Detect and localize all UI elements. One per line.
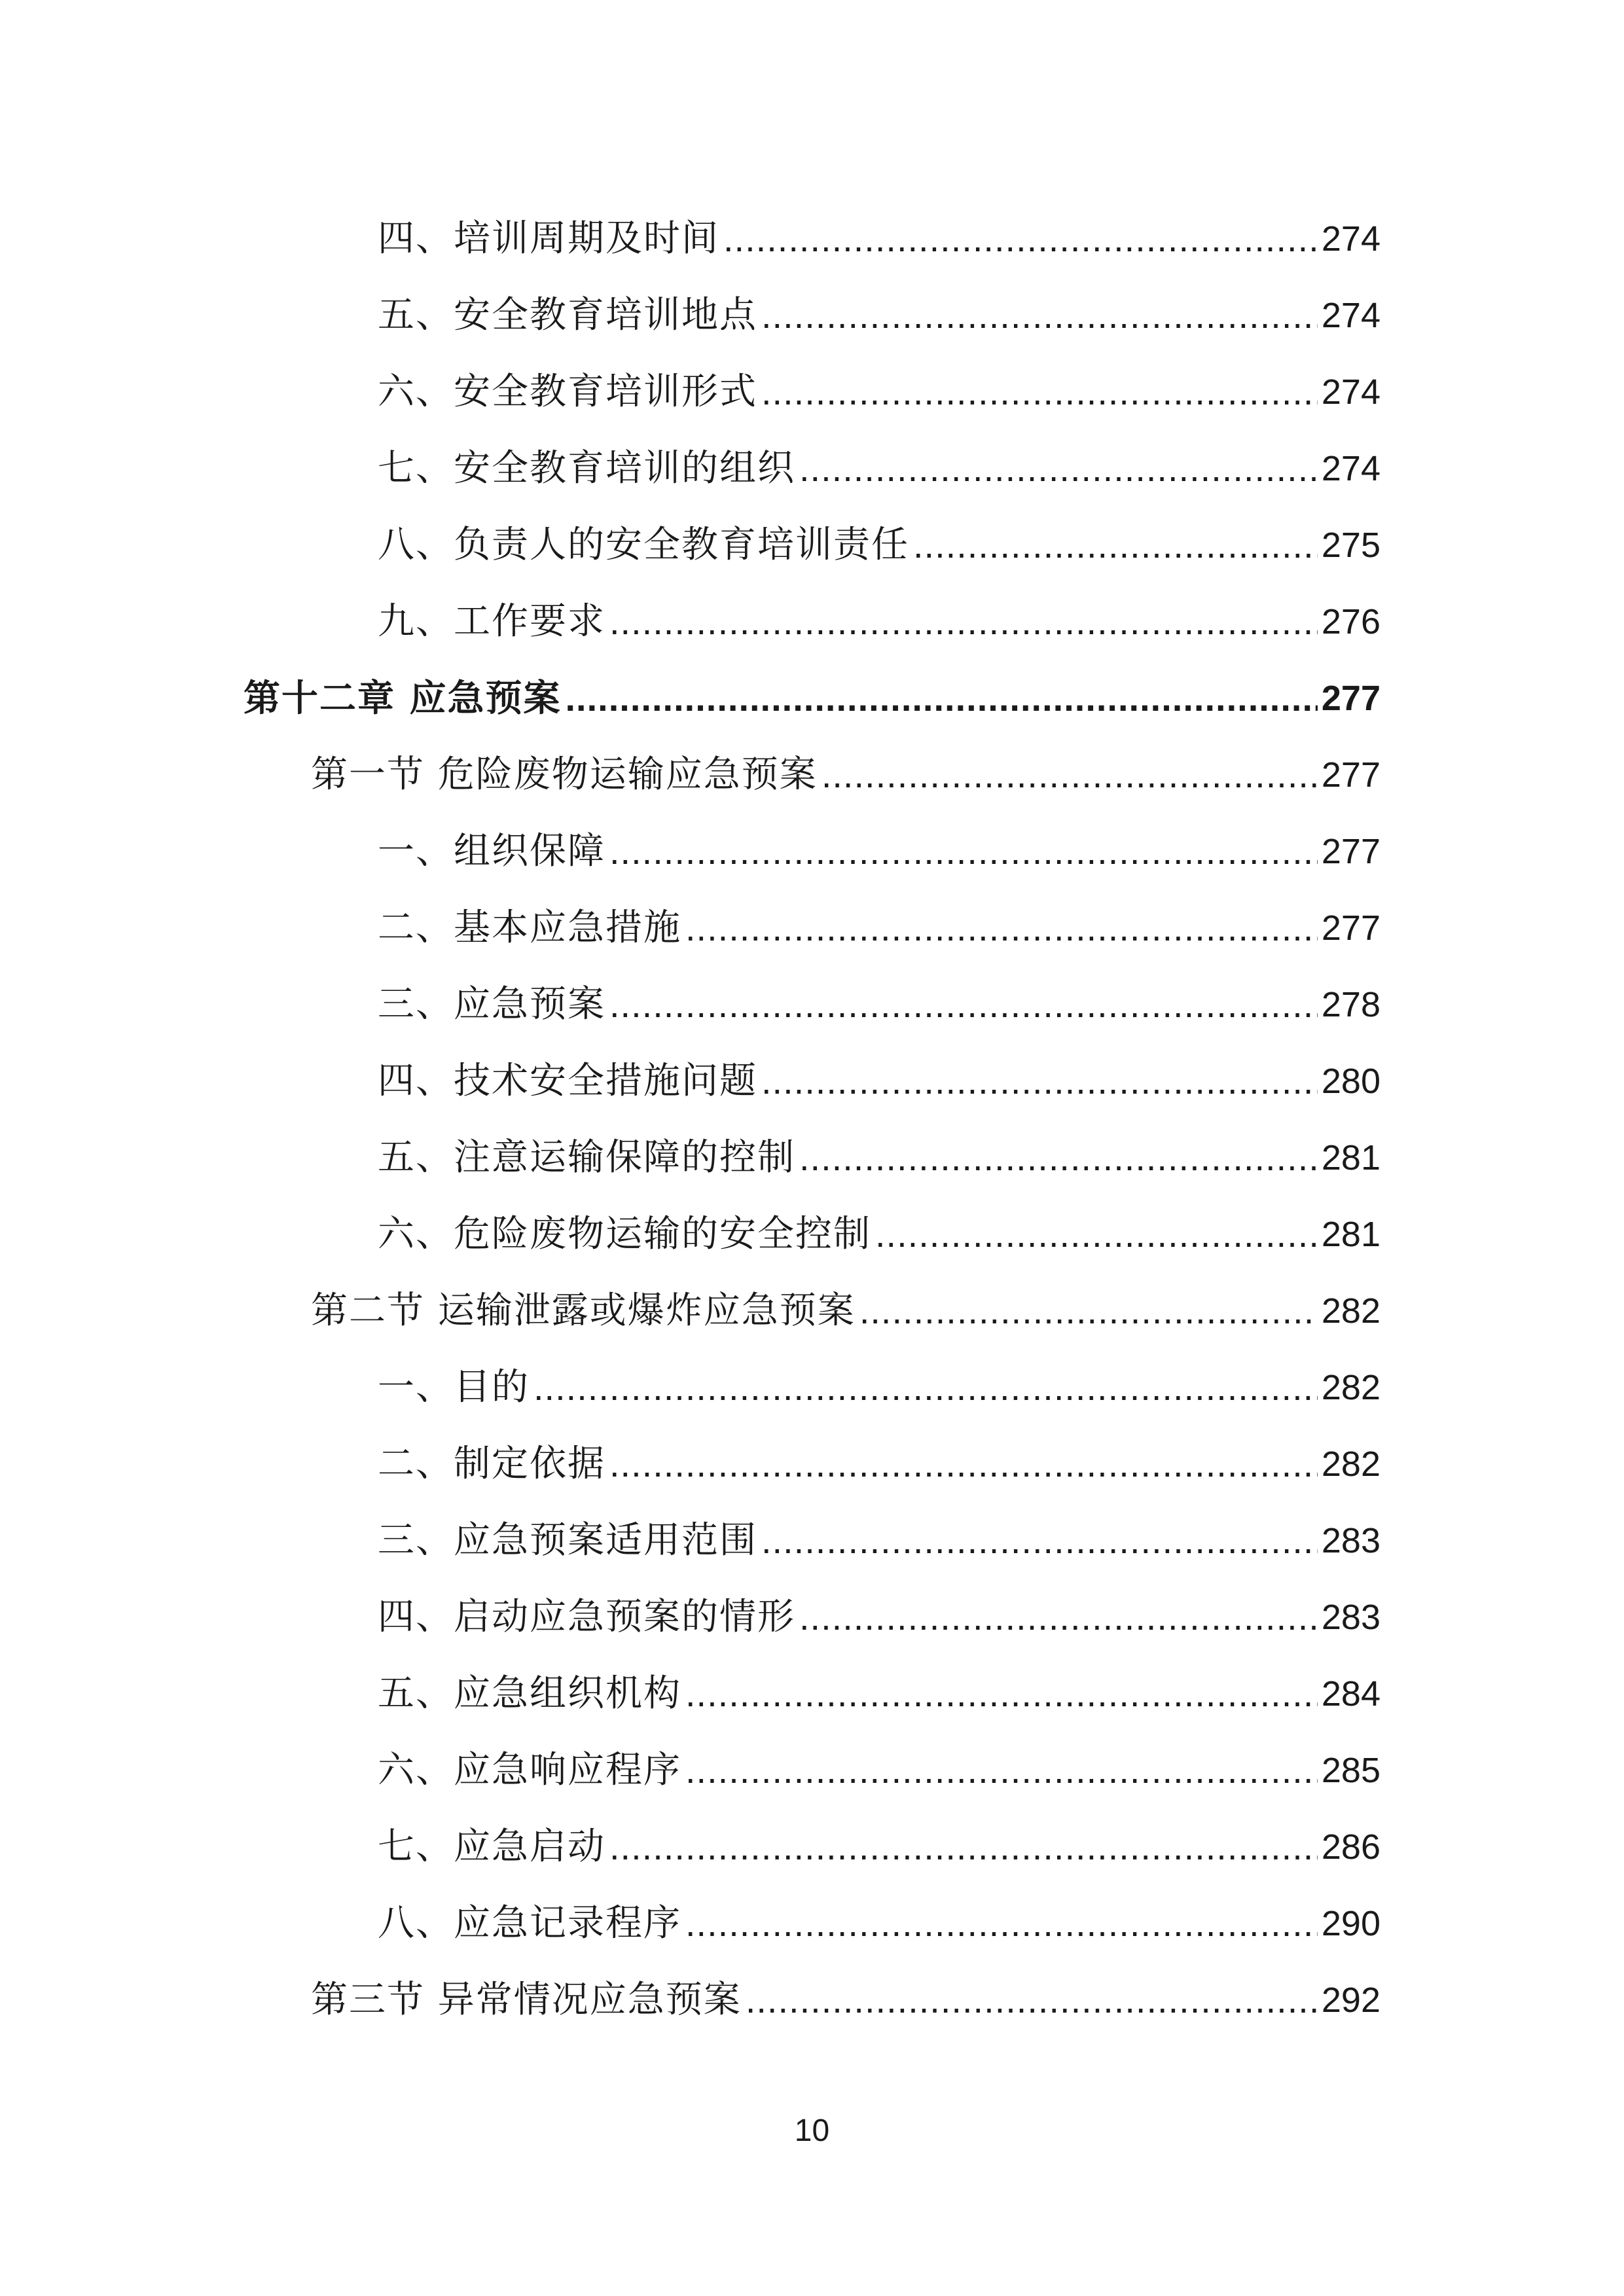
toc-entry-label: 二、制定依据: [378, 1443, 605, 1485]
toc-entry-label: 第三节 异常情况应急预案: [311, 1979, 742, 2021]
toc-entry-page-number: 283: [1321, 1521, 1380, 1560]
toc-item-entry[interactable]: [378, 1438, 1380, 1490]
toc-entry-page-number: 277: [1321, 908, 1380, 948]
toc-item-entry[interactable]: [378, 1897, 1380, 1950]
toc-entry-label: 四、培训周期及时间: [378, 217, 719, 260]
toc-entry-label: 五、应急组织机构: [378, 1672, 681, 1715]
toc-entry-page-number: 282: [1321, 1291, 1380, 1331]
toc-dot-leader: [533, 1361, 1318, 1414]
toc-entry-page-number: 282: [1321, 1444, 1380, 1484]
toc-entry-page-number: 283: [1321, 1598, 1380, 1637]
toc-dot-leader: [761, 1055, 1318, 1107]
toc-dot-leader: [609, 1438, 1318, 1490]
toc-entry-page-number: 280: [1321, 1062, 1380, 1101]
toc-dot-leader: [566, 672, 1318, 725]
toc-dot-leader: [685, 1897, 1318, 1950]
toc-section-entry[interactable]: [311, 1974, 1380, 2026]
toc-dot-leader: [609, 1821, 1318, 1873]
toc-item-entry[interactable]: [378, 1744, 1380, 1797]
toc-item-entry[interactable]: [378, 1132, 1380, 1184]
toc-chapter-entry[interactable]: [244, 672, 1380, 725]
toc-dot-leader: [875, 1208, 1318, 1261]
toc-entry-label: 三、应急预案适用范围: [378, 1519, 757, 1562]
toc-entry-label: 第一节 危险废物运输应急预案: [311, 753, 818, 796]
toc-entry-page-number: 281: [1321, 1138, 1380, 1177]
toc-section-entry[interactable]: [311, 749, 1380, 801]
toc-entry-page-number: 277: [1321, 755, 1380, 795]
toc-entry-label: 六、危险废物运输的安全控制: [378, 1213, 871, 1255]
toc-entry-label: 三、应急预案: [378, 983, 605, 1026]
toc-dot-leader: [609, 825, 1318, 878]
toc-entry-page-number: 274: [1321, 449, 1380, 488]
toc-entry-page-number: 277: [1321, 832, 1380, 871]
toc-entry-label: 第二节 运输泄露或爆炸应急预案: [311, 1289, 856, 1332]
toc-dot-leader: [821, 749, 1318, 801]
toc-dot-leader: [685, 1668, 1318, 1720]
toc-item-entry[interactable]: [378, 1361, 1380, 1414]
toc-dot-leader: [723, 213, 1318, 265]
toc-entry-label: 七、应急启动: [378, 1825, 605, 1868]
toc-dot-leader: [859, 1285, 1318, 1337]
toc-entry-label: 八、负责人的安全教育培训责任: [378, 524, 909, 566]
toc-item-entry[interactable]: [378, 1591, 1380, 1643]
toc-dot-leader: [609, 596, 1318, 648]
toc-entry-page-number: 278: [1321, 985, 1380, 1024]
toc-item-entry[interactable]: [378, 1668, 1380, 1720]
toc-entry-page-number: 282: [1321, 1368, 1380, 1407]
toc-entry-label: 五、安全教育培训地点: [378, 294, 757, 336]
toc-item-entry[interactable]: [378, 213, 1380, 265]
toc-entry-label: 一、目的: [378, 1366, 530, 1408]
toc-dot-leader: [761, 289, 1318, 342]
toc-item-entry[interactable]: [378, 1515, 1380, 1567]
toc-dot-leader: [799, 1591, 1318, 1643]
toc-item-entry[interactable]: [378, 1208, 1380, 1261]
toc-entry-page-number: 274: [1321, 219, 1380, 259]
toc-entry-label: 四、启动应急预案的情形: [378, 1596, 795, 1638]
toc-item-entry[interactable]: [378, 366, 1380, 418]
toc-item-entry[interactable]: [378, 596, 1380, 648]
toc-item-entry[interactable]: [378, 902, 1380, 954]
toc-entry-label: 九、工作要求: [378, 600, 605, 643]
toc-section-entry[interactable]: [311, 1285, 1380, 1337]
toc-dot-leader: [761, 366, 1318, 418]
toc-entry-label: 二、基本应急措施: [378, 906, 681, 949]
toc-item-entry[interactable]: [378, 1821, 1380, 1873]
toc-entry-label: 六、安全教育培训形式: [378, 370, 757, 413]
toc-dot-leader: [685, 902, 1318, 954]
toc-dot-leader: [799, 1132, 1318, 1184]
toc-item-entry[interactable]: [378, 978, 1380, 1031]
toc-entry-page-number: 285: [1321, 1751, 1380, 1790]
toc-dot-leader: [609, 978, 1318, 1031]
toc-dot-leader: [685, 1744, 1318, 1797]
toc-entry-page-number: 274: [1321, 296, 1380, 335]
toc-item-entry[interactable]: [378, 289, 1380, 342]
toc-entry-page-number: 277: [1321, 679, 1380, 718]
toc-entry-label: 六、应急响应程序: [378, 1749, 681, 1791]
toc-entry-page-number: 274: [1321, 372, 1380, 412]
toc-entry-label: 五、注意运输保障的控制: [378, 1136, 795, 1179]
toc-dot-leader: [746, 1974, 1318, 2026]
toc-item-entry[interactable]: [378, 825, 1380, 878]
toc-dot-leader: [799, 442, 1318, 495]
toc-entry-page-number: 284: [1321, 1674, 1380, 1713]
toc-entry-label: 七、安全教育培训的组织: [378, 447, 795, 490]
toc-entry-label: 四、技术安全措施问题: [378, 1060, 757, 1102]
toc-entry-label: 八、应急记录程序: [378, 1902, 681, 1945]
toc-item-entry[interactable]: [378, 1055, 1380, 1107]
toc-entry-page-number: 276: [1321, 602, 1380, 641]
toc-dot-leader: [761, 1515, 1318, 1567]
toc-dot-leader: [913, 519, 1318, 571]
toc-entry-page-number: 275: [1321, 526, 1380, 565]
toc-entry-label: 第十二章 应急预案: [244, 677, 562, 720]
toc-entry-label: 一、组织保障: [378, 830, 605, 872]
toc-entry-page-number: 281: [1321, 1215, 1380, 1254]
toc-entry-page-number: 292: [1321, 1981, 1380, 2020]
toc-entry-page-number: 290: [1321, 1904, 1380, 1943]
page-number: 10: [794, 2113, 830, 2148]
toc-entry-page-number: 286: [1321, 1827, 1380, 1867]
toc-item-entry[interactable]: [378, 442, 1380, 495]
toc-item-entry[interactable]: [378, 519, 1380, 571]
